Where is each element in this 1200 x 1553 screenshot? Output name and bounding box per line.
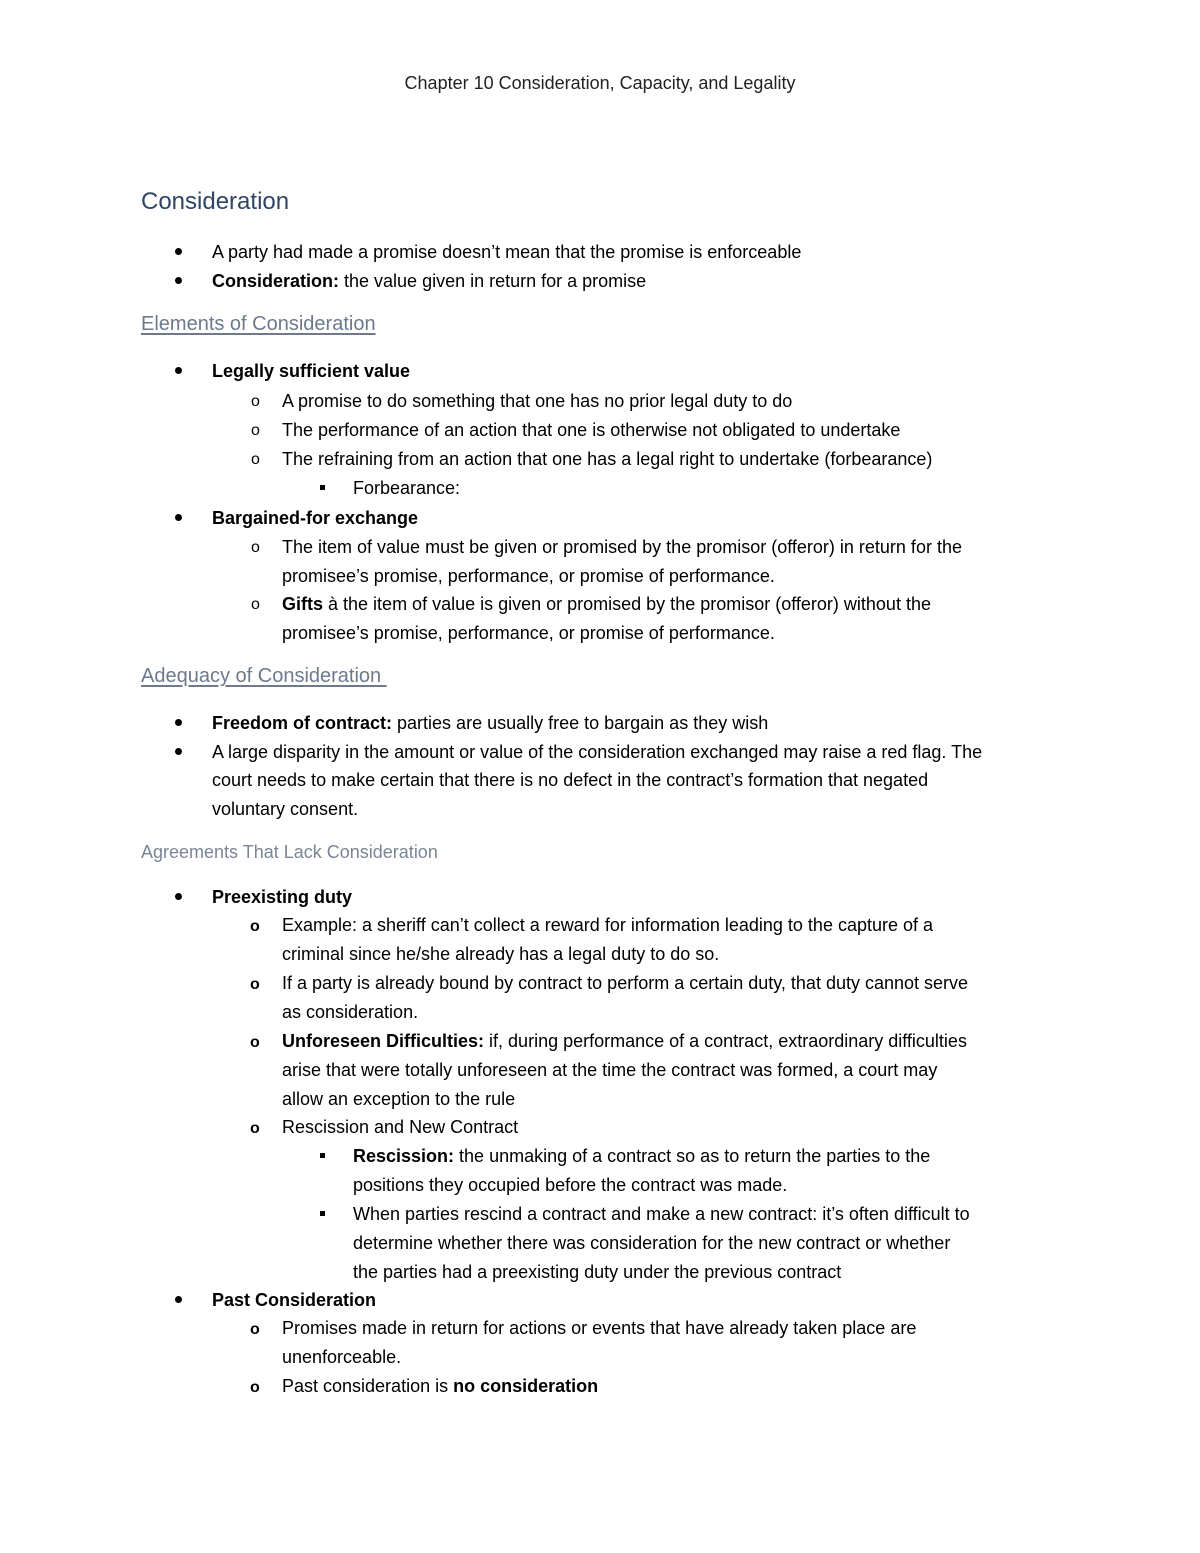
square-bullet-icon [320, 485, 325, 490]
list-item-continuation: promisee’s promise, performance, or promise of performance. [282, 566, 775, 586]
circle-bullet-icon: o [250, 1379, 260, 1396]
circle-bullet-icon: o [250, 1321, 260, 1338]
list-item: Consideration: the value given in return for a promise [212, 271, 647, 291]
circle-bullet-icon: o [251, 596, 260, 613]
circle-bullet-icon: o [251, 393, 260, 410]
list-item: Gifts à the item of value is given or promised by the promisor (offeror) without the [282, 594, 931, 614]
circle-bullet-icon: o [250, 976, 260, 993]
list-item: The item of value must be given or promised by the promisor (offeror) in return for the [282, 537, 962, 557]
list-item: The refraining from an action that one has a legal right to undertake (forbearance) [282, 449, 933, 469]
heading-agreements-that-lack-consideration: Agreements That Lack Consideration [141, 842, 438, 862]
bullet-icon [175, 248, 182, 255]
list-item: Example: a sheriff can’t collect a reward for information leading to the capture of a [282, 915, 934, 935]
list-item: Bargained-for exchange [212, 508, 419, 528]
bullet-icon [175, 1296, 182, 1303]
square-bullet-icon [320, 1153, 325, 1158]
list-item: If a party is already bound by contract to perform a certain duty, that duty cannot serve [282, 973, 969, 993]
list-item: A promise to do something that one has no prior legal duty to do [282, 391, 793, 411]
circle-bullet-icon: o [250, 918, 260, 935]
page-header: Chapter 10 Consideration, Capacity, and Legality [404, 73, 796, 93]
list-item: Forbearance: [353, 478, 461, 498]
list-item: A party had made a promise doesn’t mean that the promise is enforceable [212, 242, 802, 262]
list-item-continuation: unenforceable. [282, 1347, 402, 1367]
bullet-icon [175, 719, 182, 726]
list-item-continuation: voluntary consent. [212, 799, 359, 819]
circle-bullet-icon: o [251, 539, 260, 556]
list-item-continuation: arise that were totally unforeseen at the time the contract was formed, a court may [282, 1060, 938, 1080]
heading-elements-of-consideration: Elements of Consideration [141, 313, 376, 335]
square-bullet-icon [320, 1211, 325, 1216]
list-item-continuation: positions they occupied before the contract was made. [353, 1175, 788, 1195]
heading-consideration: Consideration [141, 188, 290, 215]
list-item-continuation: court needs to make certain that there is no defect in the contract’s formation that negated [212, 770, 929, 790]
list-item: A large disparity in the amount or value of the consideration exchanged may raise a red flag. The [212, 742, 983, 762]
list-item-continuation: determine whether there was consideration for the new contract or whether [353, 1233, 951, 1253]
circle-bullet-icon: o [250, 1034, 260, 1051]
list-item-continuation: criminal since he/she already has a legal duty to do so. [282, 944, 720, 964]
bullet-icon [175, 748, 182, 755]
list-item: Rescission: the unmaking of a contract so as to return the parties to the [353, 1146, 931, 1166]
list-item: Freedom of contract: parties are usually free to bargain as they wish [212, 713, 769, 733]
list-item: The performance of an action that one is otherwise not obligated to undertake [282, 420, 901, 440]
list-item: Promises made in return for actions or events that have already taken place are [282, 1318, 917, 1338]
bullet-icon [175, 277, 182, 284]
bullet-icon [175, 514, 182, 521]
bullet-icon [175, 367, 182, 374]
circle-bullet-icon: o [251, 422, 260, 439]
list-item-continuation: promisee’s promise, performance, or promise of performance. [282, 623, 775, 643]
list-item-continuation: allow an exception to the rule [282, 1089, 516, 1109]
bullet-icon [175, 893, 182, 900]
list-item: Legally sufficient value [212, 361, 411, 381]
list-item-continuation: as consideration. [282, 1002, 419, 1022]
list-item: When parties rescind a contract and make a new contract: it’s often difficult to [353, 1204, 970, 1224]
list-item-continuation: the parties had a preexisting duty under the previous contract [353, 1262, 842, 1282]
circle-bullet-icon: o [251, 451, 260, 468]
list-item: Past consideration is no consideration [282, 1376, 599, 1396]
list-item: Unforeseen Difficulties: if, during performance of a contract, extraordinary difficulties [282, 1031, 967, 1051]
list-item: Rescission and New Contract [282, 1117, 519, 1137]
list-item: Past Consideration [212, 1290, 377, 1310]
circle-bullet-icon: o [250, 1120, 260, 1137]
list-item: Preexisting duty [212, 887, 353, 907]
heading-adequacy-of-consideration: Adequacy of Consideration [141, 665, 387, 687]
